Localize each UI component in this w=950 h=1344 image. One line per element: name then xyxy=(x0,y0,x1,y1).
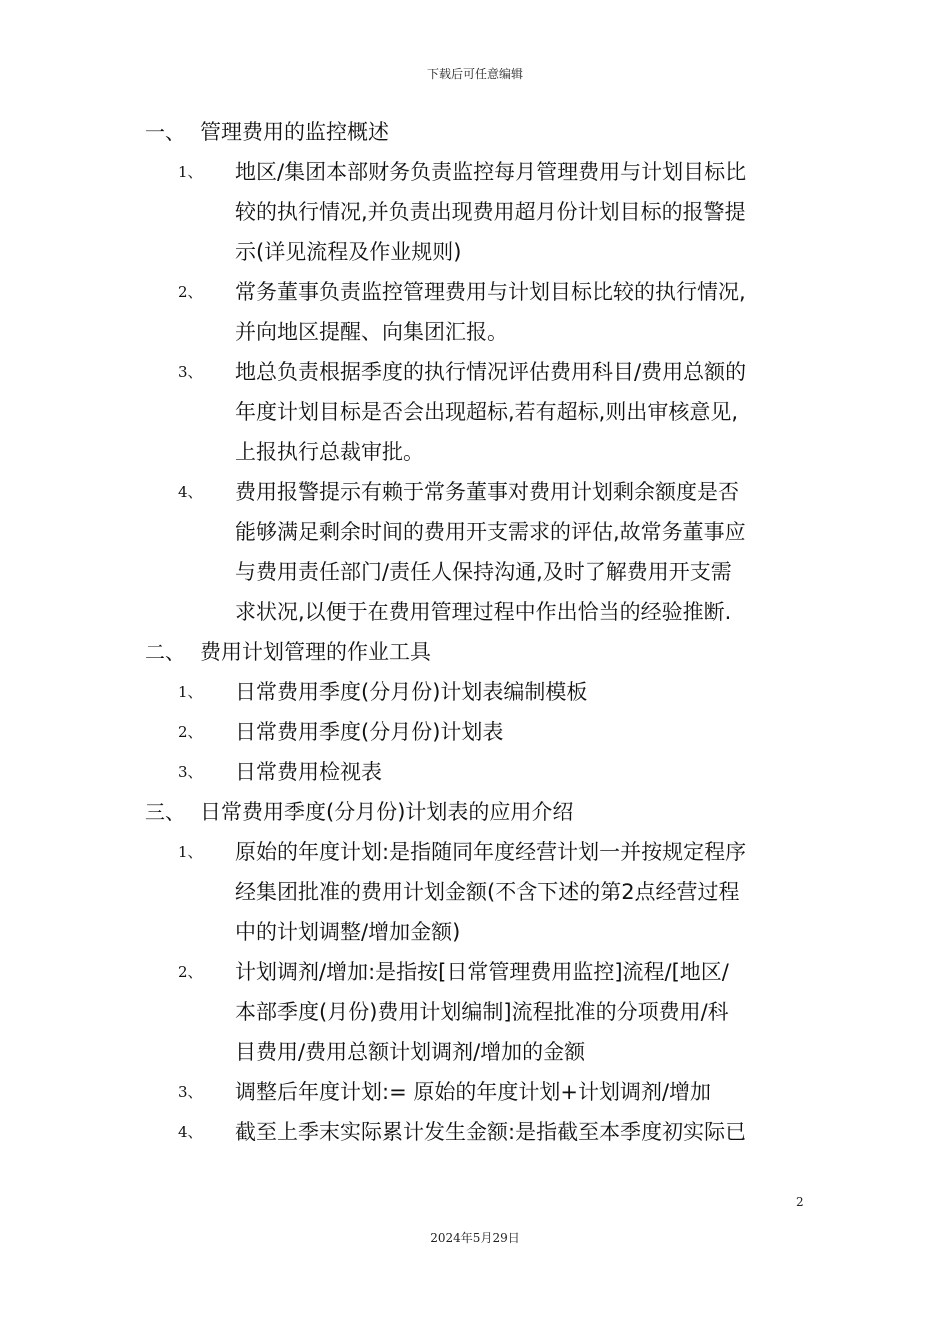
list-item-marker: 2、 xyxy=(178,283,203,301)
list-item xyxy=(0,1072,950,1112)
list-item xyxy=(0,272,950,352)
section-heading xyxy=(0,112,950,152)
text-line: 经集团批准的费用计划金额(不含下述的第2点经营过程 xyxy=(235,880,740,904)
text-line: 年度计划目标是否会出现超标,若有超标,则出审核意见, xyxy=(235,400,739,424)
section-marker: 一、 xyxy=(145,120,185,144)
list-item xyxy=(0,352,950,472)
section-title: 管理费用的监控概述 xyxy=(200,120,389,144)
list-item-text xyxy=(235,272,807,352)
list-item xyxy=(0,952,950,1072)
list-item-marker: 3、 xyxy=(178,363,203,381)
text-line: 上报执行总裁审批。 xyxy=(235,440,424,464)
page-header: 下载后可任意编辑 xyxy=(426,67,523,81)
text-line: 计划调剂/增加:是指按[日常管理费用监控]流程/[地区/ xyxy=(235,960,729,984)
list-item xyxy=(0,752,950,792)
text-line: 能够满足剩余时间的费用开支需求的评估,故常务董事应 xyxy=(235,520,746,544)
list-item-marker: 4、 xyxy=(178,483,203,501)
text-line: 求状况,以便于在费用管理过程中作出恰当的经验推断. xyxy=(235,600,732,624)
list-item-marker: 3、 xyxy=(178,763,203,781)
text-line: 地区/集团本部财务负责监控每月管理费用与计划目标比 xyxy=(235,160,747,184)
section-title: 日常费用季度(分月份)计划表的应用介绍 xyxy=(200,800,574,824)
text-line: 日常费用季度(分月份)计划表 xyxy=(235,720,504,744)
text-line: 费用报警提示有赖于常务董事对费用计划剩余额度是否 xyxy=(235,480,739,504)
list-item-text xyxy=(235,752,807,792)
text-line: 日常费用检视表 xyxy=(235,760,382,784)
section-heading xyxy=(0,632,950,672)
list-item xyxy=(0,472,950,632)
text-line: 中的计划调整/增加金额) xyxy=(235,920,461,944)
list-item-text xyxy=(235,672,807,712)
list-item-text xyxy=(235,1072,807,1112)
list-item-marker: 1、 xyxy=(178,163,203,181)
list-item-marker: 3、 xyxy=(178,1083,203,1101)
text-line: 地总负责根据季度的执行情况评估费用科目/费用总额的 xyxy=(235,360,747,384)
list-item-text xyxy=(235,352,807,472)
text-line: 示(详见流程及作业规则) xyxy=(235,240,462,264)
text-line: 常务董事负责监控管理费用与计划目标比较的执行情况, xyxy=(235,280,746,304)
list-item xyxy=(0,712,950,752)
section-heading xyxy=(0,792,950,832)
text-line: 较的执行情况,并负责出现费用超月份计划目标的报警提 xyxy=(235,200,746,224)
list-item-marker: 2、 xyxy=(178,963,203,981)
list-item-text xyxy=(235,952,807,1072)
text-line: 调整后年度计划:= 原始的年度计划+计划调剂/增加 xyxy=(235,1080,712,1104)
section-marker: 二、 xyxy=(145,640,185,664)
text-line: 原始的年度计划:是指随同年度经营计划一并按规定程序 xyxy=(235,840,747,864)
list-item-marker: 1、 xyxy=(178,683,203,701)
list-item xyxy=(0,832,950,952)
list-item xyxy=(0,1112,950,1152)
list-item xyxy=(0,672,950,712)
list-item-marker: 2、 xyxy=(178,723,203,741)
text-line: 目费用/费用总额计划调剂/增加的金额 xyxy=(235,1040,586,1064)
list-item-text xyxy=(235,472,807,632)
section-title: 费用计划管理的作业工具 xyxy=(200,640,431,664)
page-footer-date: 2024年5月29日 xyxy=(430,1231,520,1245)
document-body xyxy=(0,112,950,1152)
list-item-text xyxy=(235,712,807,752)
page-number: 2 xyxy=(796,1195,804,1209)
text-line: 日常费用季度(分月份)计划表编制模板 xyxy=(235,680,588,704)
text-line: 截至上季末实际累计发生金额:是指截至本季度初实际已 xyxy=(235,1120,747,1144)
list-item-text xyxy=(235,832,807,952)
list-item-text xyxy=(235,152,807,272)
list-item-text xyxy=(235,1112,807,1152)
list-item xyxy=(0,152,950,272)
list-item-marker: 1、 xyxy=(178,843,203,861)
section-marker: 三、 xyxy=(145,800,185,824)
list-item-marker: 4、 xyxy=(178,1123,203,1141)
text-line: 并向地区提醒、向集团汇报。 xyxy=(235,320,508,344)
text-line: 本部季度(月份)费用计划编制]流程批准的分项费用/科 xyxy=(235,1000,729,1024)
text-line: 与费用责任部门/责任人保持沟通,及时了解费用开支需 xyxy=(235,560,732,584)
